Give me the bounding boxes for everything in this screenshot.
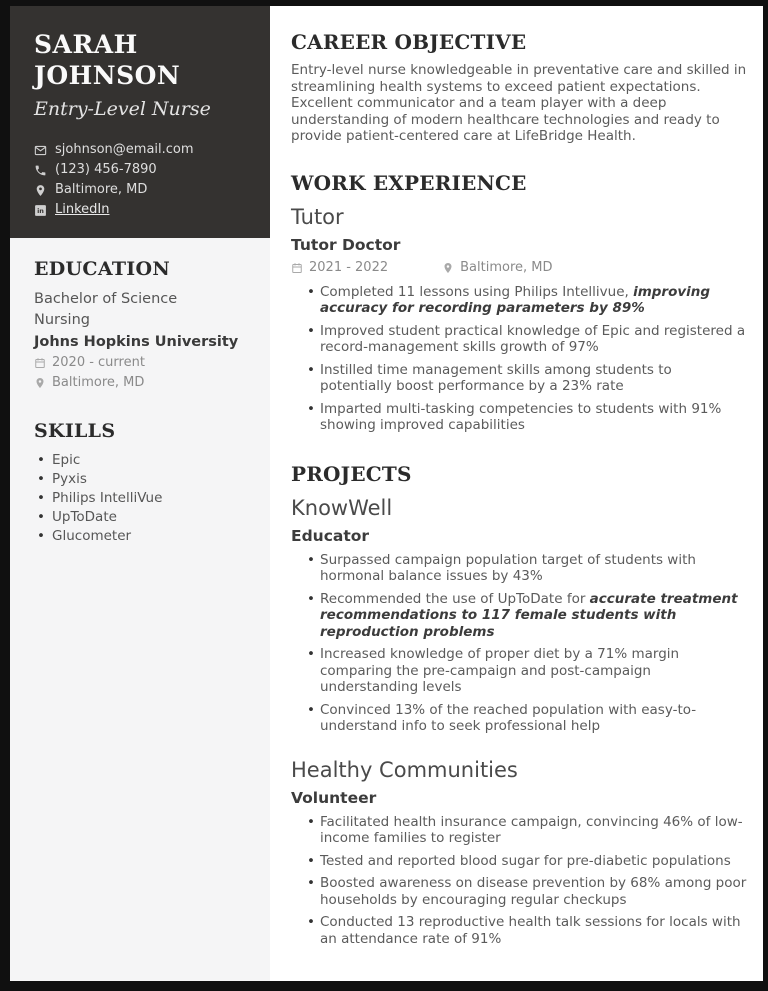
bullet-text: Imparted multi-tasking competencies to students with 91% showing improved capabilities	[320, 400, 722, 433]
experience-role: Tutor	[291, 204, 344, 229]
education-dates: 2020 - current	[52, 355, 145, 370]
person-name	[34, 29, 252, 91]
person-job-title: Entry-Level Nurse	[34, 98, 211, 120]
project-entry	[291, 495, 747, 735]
main-column	[270, 6, 763, 981]
bullet-item	[307, 552, 747, 585]
experience-dates-wrap	[291, 258, 388, 278]
bullet-item	[307, 814, 747, 847]
bullet-text: Tested and reported blood sugar for pre-diabetic populations	[320, 852, 731, 869]
linkedin-icon	[34, 204, 47, 217]
experience-section	[291, 171, 747, 434]
skills-list	[34, 451, 250, 546]
person-name-line2: JOHNSON	[34, 61, 181, 90]
bullet-text: Boosted awareness on disease prevention by 68% among poor households by encouraging regular checkups	[320, 875, 747, 908]
bullet-item	[307, 646, 747, 696]
objective-text: Entry-level nurse knowledgeable in preventative care and skilled in streamlining health systems to exceed patient expectations. Excellent communicator and a team player with a deep understanding of modern healthcare technologies and ready to provide patient-centered care at LifeBridge Health.	[291, 62, 747, 144]
location-icon	[34, 184, 47, 197]
project-name: Healthy Communities	[291, 757, 518, 782]
bullet-text: Instilled time management skills among students to potentially boost performance by a 23% rate	[320, 361, 672, 394]
bullet-text: Recommended the use of UpToDate for	[320, 590, 590, 607]
bullet-item	[307, 323, 747, 356]
bullet-emphasis-text: accurate treatment recommendations to 117 female students with reproduction problems	[320, 590, 738, 640]
education-heading: EDUCATION	[34, 258, 170, 280]
calendar-icon	[291, 262, 303, 274]
projects-section	[291, 462, 747, 948]
project-bullets	[291, 814, 747, 948]
experience-location-wrap	[442, 258, 552, 278]
education-location: Baltimore, MD	[52, 375, 145, 390]
list-item: • Epic	[34, 451, 250, 470]
contact-location-text: Baltimore, MD	[55, 182, 148, 197]
skills-heading: SKILLS	[34, 420, 116, 442]
list-item: • UpToDate	[34, 508, 250, 527]
objective-section	[291, 30, 747, 145]
bullet-text: Surpassed campaign population target of students with hormonal balance issues by 43%	[320, 551, 696, 584]
project-name: KnowWell	[291, 495, 393, 520]
bullet-emphasis-text: improving accuracy for recording parameters by 89%	[320, 283, 711, 316]
experience-company: Tutor Doctor	[291, 235, 401, 254]
bullet-text: Facilitated health insurance campaign, convincing 46% of low-income families to register	[320, 813, 743, 846]
sidebar-body	[10, 238, 270, 546]
education-dates-row	[34, 353, 250, 373]
project-entry	[291, 757, 747, 948]
list-item: • Pyxis	[34, 470, 250, 489]
bullet-item	[307, 914, 747, 947]
location-icon	[34, 377, 46, 389]
contact-email-text: sjohnson@email.com	[55, 142, 194, 157]
school-name: Johns Hopkins University	[34, 334, 239, 350]
phone-icon	[34, 164, 47, 177]
email-icon	[34, 144, 47, 157]
project-role: Volunteer	[291, 788, 377, 807]
bullet-text: Completed 11 lessons using Philips Intellivue,	[320, 283, 634, 300]
degree-line1: Bachelor of Science	[34, 291, 178, 307]
project-bullets	[291, 552, 747, 735]
bullet-item	[307, 284, 747, 317]
bullet-item	[307, 401, 747, 434]
skills-section	[34, 420, 250, 546]
experience-bullets	[291, 284, 747, 434]
sidebar	[10, 6, 270, 981]
contact-phone-text: (123) 456-7890	[55, 162, 157, 177]
person-name-line1: SARAH	[34, 30, 138, 59]
experience-dates: 2021 - 2022	[309, 259, 389, 275]
location-icon	[442, 262, 454, 274]
degree-line2: Nursing	[34, 312, 90, 328]
project-role: Educator	[291, 526, 370, 545]
linkedin-link[interactable]: LinkedIn	[55, 202, 110, 217]
experience-heading: WORK EXPERIENCE	[291, 170, 527, 195]
education-section	[34, 258, 250, 393]
bullet-text: Improved student practical knowledge of Epic and registered a record-management skills growth of 97%	[320, 322, 746, 355]
contact-email	[34, 140, 252, 160]
contact-location	[34, 180, 252, 200]
bullet-item	[307, 591, 747, 641]
contact-linkedin	[34, 200, 252, 220]
projects-heading: PROJECTS	[291, 461, 412, 486]
contact-list	[34, 140, 252, 220]
bullet-text: Convinced 13% of the reached population with easy-to-understand info to seek professional help	[320, 701, 697, 734]
experience-entry	[291, 204, 747, 434]
list-item: • Philips IntelliVue	[34, 489, 250, 508]
svg-text:in: in	[37, 206, 44, 215]
contact-phone	[34, 160, 252, 180]
calendar-icon	[34, 357, 46, 369]
bullet-item	[307, 875, 747, 908]
bullet-item	[307, 702, 747, 735]
objective-heading: CAREER OBJECTIVE	[291, 30, 527, 54]
sidebar-header	[10, 6, 270, 238]
bullet-text: Increased knowledge of proper diet by a 71% margin comparing the pre-campaign and post-campaign understanding levels	[320, 646, 680, 695]
experience-meta-row	[291, 258, 747, 278]
list-item: • Glucometer	[34, 527, 250, 546]
experience-location: Baltimore, MD	[460, 259, 553, 275]
bullet-item	[307, 362, 747, 395]
education-location-row	[34, 373, 250, 393]
bullet-text: Conducted 13 reproductive health talk sessions for locals with an attendance rate of 91%	[320, 914, 741, 947]
bullet-item	[307, 853, 747, 870]
